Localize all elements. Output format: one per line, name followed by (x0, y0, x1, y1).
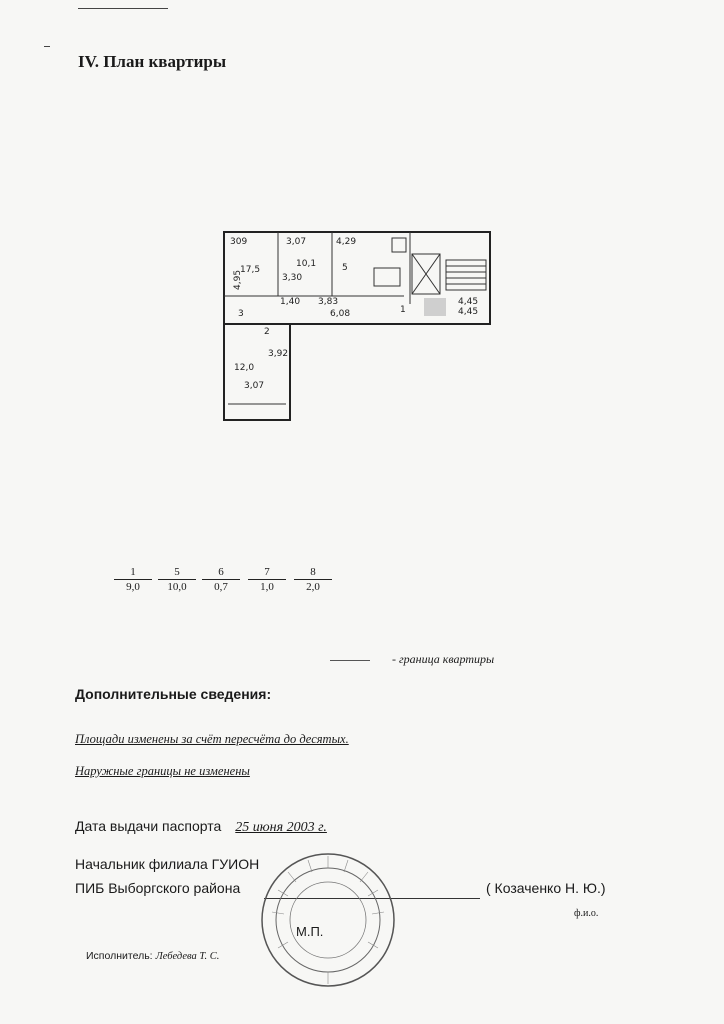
area-item: $\frac{5}{10,0}$ (158, 566, 196, 593)
executor-name: Лебедева Т. С. (155, 951, 220, 962)
boundary-line-sample (330, 660, 370, 661)
additional-note-2: Наружные границы не изменены (75, 764, 250, 778)
chief-title-line-1: Начальник филиала ГУИОН (75, 856, 260, 872)
svg-text:4,45: 4,45 (458, 297, 479, 307)
stove (392, 238, 406, 252)
additional-note-1: Площади изменены за счёт пересчёта до десятых. (75, 732, 349, 746)
chief-title-line-2: ПИБ Выборгского района (75, 880, 241, 896)
executor-label: Исполнитель: (86, 950, 153, 962)
area-item: $\frac{7}{1,0}$ (248, 566, 286, 593)
svg-text:10,1: 10,1 (296, 259, 317, 269)
svg-text:12,0: 12,0 (234, 363, 255, 373)
svg-text:309: 309 (230, 237, 248, 247)
executor (86, 950, 219, 962)
svg-text:2: 2 (264, 327, 270, 337)
svg-text:4,95: 4,95 (233, 269, 243, 290)
issue-date-value: 25 июня 2003 г. (235, 820, 327, 835)
svg-text:17,5: 17,5 (240, 265, 261, 275)
redacted-mark (424, 298, 446, 316)
boundary-legend: - граница квартиры (330, 652, 494, 667)
area-item: $\frac{8}{2,0}$ (294, 566, 332, 593)
svg-text:4,45: 4,45 (458, 307, 479, 317)
svg-text:1: 1 (400, 305, 406, 315)
stamp-mark-mp: М.П. (296, 924, 324, 939)
svg-text:3,92: 3,92 (268, 349, 289, 359)
svg-text:3: 3 (238, 309, 244, 319)
additional-info-title: Дополнительные сведения: (75, 686, 272, 702)
svg-text:3,07: 3,07 (286, 237, 307, 247)
passport-issue-date (75, 818, 327, 836)
scan-edge-line (78, 8, 168, 9)
issue-date-label: Дата выдачи паспорта (75, 818, 222, 834)
stair-block (446, 260, 486, 290)
signatory-name: ( Козаченко Н. Ю.) (486, 880, 606, 896)
bath (374, 268, 400, 286)
svg-text:1,40: 1,40 (280, 297, 301, 307)
apartment-floor-plan (214, 224, 494, 424)
svg-text:5: 5 (342, 263, 348, 273)
area-item: $\frac{6}{0,7}$ (202, 566, 240, 593)
svg-text:4,29: 4,29 (336, 237, 357, 247)
page-title: IV. План квартиры (78, 52, 227, 71)
fio-caption: ф.и.о. (574, 908, 599, 919)
svg-text:3,07: 3,07 (244, 381, 265, 391)
area-item: $\frac{1}{9,0}$ (114, 566, 152, 593)
svg-text:3,83: 3,83 (318, 297, 339, 307)
official-seal-stamp (258, 850, 398, 990)
svg-text:3,30: 3,30 (282, 273, 303, 283)
scan-mark (44, 46, 50, 47)
svg-text:6,08: 6,08 (330, 309, 351, 319)
